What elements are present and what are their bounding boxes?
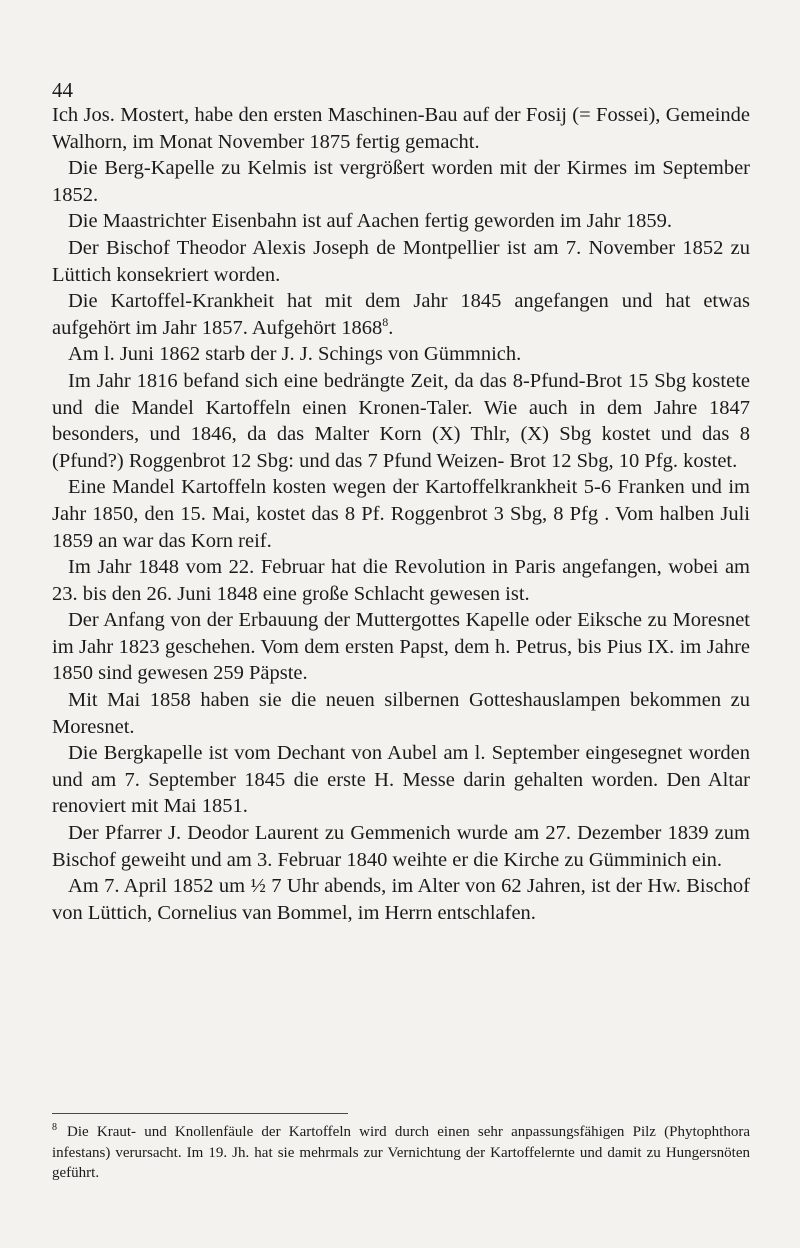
footnote-text: Die Kraut- und Knollenfäule der Kartoffeln wird durch einen sehr anpassungsfähigen Pilz (Phytophthora infestans) verursacht. Im 19. Jh. hat sie mehrmals zur Vernichtung der Kartoffelernte und damit zu Hungersnöten geführt. [52, 1124, 750, 1181]
paragraph-text: Die Kartoffel-Krankheit hat mit dem Jahr 1845 angefangen und hat etwas aufgehört im Jahr 1857. Aufgehört 1868 [52, 290, 750, 339]
paragraph: Die Bergkapelle ist vom Dechant von Aubel am l. September eingesegnet worden und am 7. September 1845 die erste H. Messe darin gehalten worden. Den Altar renoviert mit Mai 1851. [52, 742, 750, 818]
paragraph: Die Berg-Kapelle zu Kelmis ist vergrößert worden mit der Kirmes im September 1852. [52, 157, 750, 206]
paragraph: Die Maastrichter Eisenbahn ist auf Aachen fertig geworden im Jahr 1859. [68, 210, 672, 233]
paragraph: Im Jahr 1848 vom 22. Februar hat die Revolution in Paris angefangen, wobei am 23. bis den 26. Juni 1848 eine große Schlacht gewesen ist. [52, 556, 750, 605]
footnote-reference[interactable]: 8 [382, 314, 389, 329]
paragraph [52, 288, 750, 341]
paragraph: Eine Mandel Kartoffeln kosten wegen der Kartoffelkrankheit 5-6 Franken und im Jahr 1850, den 15. Mai, kostet das 8 Pf. Roggenbrot 3 Sbg, 8 Pfg . Vom halben Juli 1859 an war das Korn reif. [52, 476, 750, 552]
paragraph: Im Jahr 1816 befand sich eine bedrängte Zeit, da das 8-Pfund-Brot 15 Sbg kostete und die Mandel Kartoffeln einen Kronen-Taler. Wie auch in dem Jahre 1847 besonders, und 1846, da das Malter Korn (X) Thlr, (X) Sbg kostet und das 8 (Pfund?) Roggenbrot 12 Sbg: und das 7 Pfund Weizen- Brot 12 Sbg, 10 Pfg. kostet. [52, 369, 750, 472]
period: . [388, 316, 394, 339]
footnote-divider [52, 1113, 348, 1114]
footnote [52, 1122, 750, 1184]
paragraph: Am 7. April 1852 um ½ 7 Uhr abends, im Alter von 62 Jahren, ist der Hw. Bischof von Lüttich, Cornelius van Bommel, im Herrn entschlafen. [52, 875, 750, 924]
paragraph: Ich Jos. Mostert, habe den ersten Maschinen-Bau auf der Fosij (= Fossei), Gemeinde Walhorn, im Monat November 1875 fertig gemacht. [52, 104, 750, 153]
paragraph: Am l. Juni 1862 starb der J. J. Schings von Gümmnich. [68, 343, 522, 366]
paragraph: Der Bischof Theodor Alexis Joseph de Montpellier ist am 7. November 1852 zu Lüttich konsekriert worden. [52, 236, 750, 286]
paragraph: Mit Mai 1858 haben sie die neuen silbernen Gotteshauslampen bekommen zu Moresnet. [52, 689, 750, 738]
paragraph: Der Pfarrer J. Deodor Laurent zu Gemmenich wurde am 27. Dezember 1839 zum Bischof geweiht und am 3. Februar 1840 weihte er die Kirche zu Gümminich ein. [52, 822, 750, 871]
paragraph: Der Anfang von der Erbauung der Muttergottes Kapelle oder Eiksche zu Moresnet im Jahr 1823 geschehen. Vom dem ersten Papst, dem h. Petrus, bis Pius IX. im Jahre 1850 sind gewesen 259 Päpste. [52, 609, 750, 685]
main-text [52, 102, 750, 926]
footnote-marker: 8 [52, 1122, 57, 1133]
page-number: 44 [52, 78, 73, 102]
